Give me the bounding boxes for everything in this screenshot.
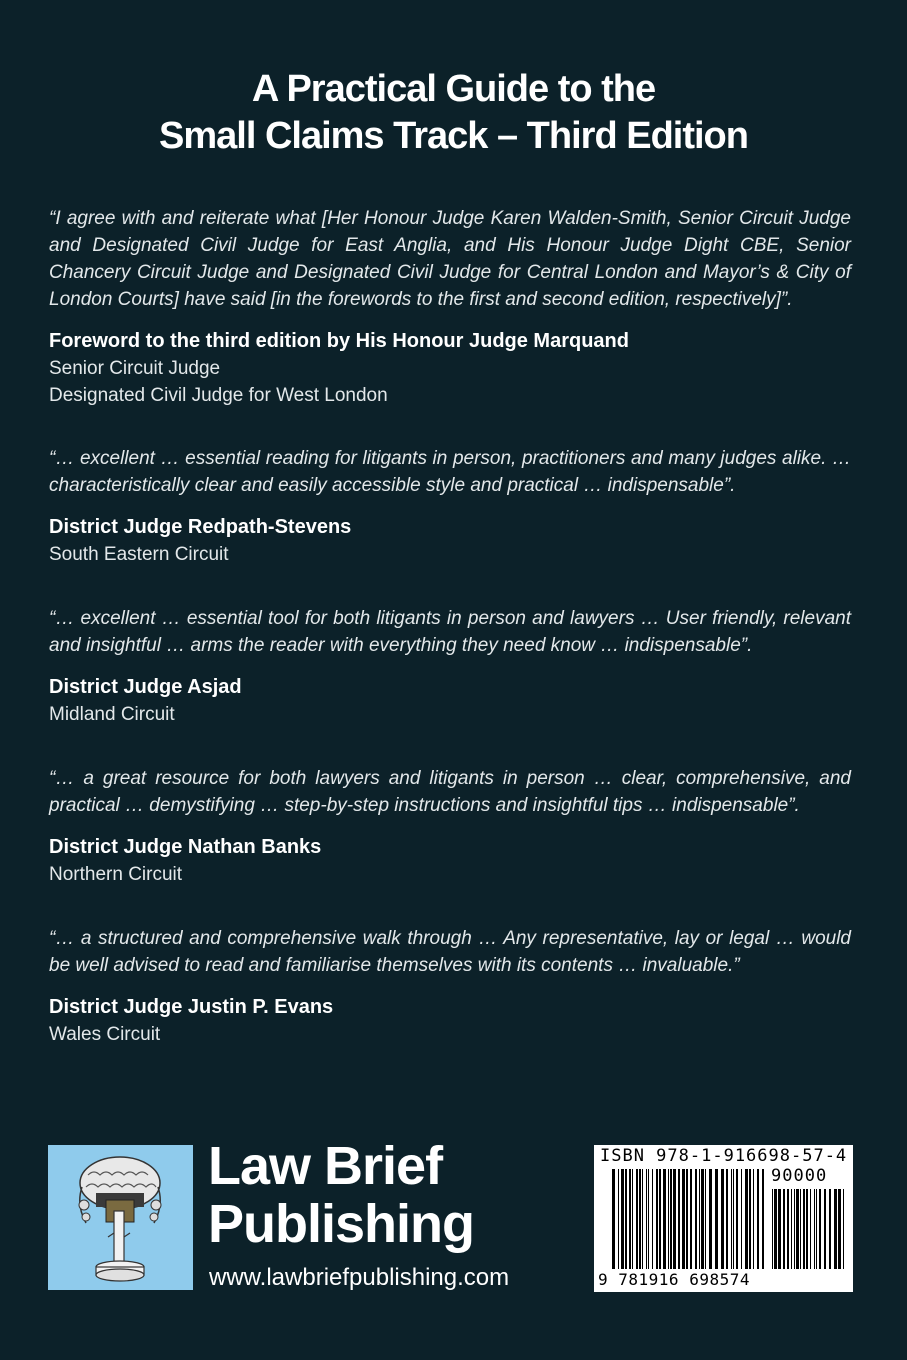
barcode-bar [814,1189,815,1269]
endorsement-author-title: Designated Civil Judge for West London [49,385,388,406]
price-code: 90000 [771,1166,828,1186]
barcode-bar [816,1189,817,1269]
barcode-bar [741,1169,742,1269]
endorsement-author: District Judge Justin P. Evans [49,996,334,1018]
barcode-bar [838,1189,841,1269]
publisher-name-line-2: Publishing [208,1194,474,1254]
barcode-bar [646,1169,647,1269]
isbn-barcode [594,1145,853,1292]
barcode-bar [639,1169,641,1269]
barcode-bar [721,1169,724,1269]
barcode-bar [656,1169,658,1269]
endorsement-author: District Judge Asjad [49,676,242,698]
barcode-bar [686,1169,688,1269]
barcode-bar [670,1169,672,1269]
barcode-bar [824,1189,826,1269]
endorsement-author: District Judge Nathan Banks [49,836,322,858]
barcode-bar [745,1169,748,1269]
barcode-bar [652,1169,653,1269]
endorsement-quote: “I agree with and reiterate what [Her Honour Judge Karen Walden-Smith, Senior Circuit Judge and Designated Civil Judge for East Anglia, and His Honour Judge Dight CBE, Senior Chancery Circuit Judge and Designated Civil Judge for Central London and Mayor’s & City of London Courts] have said [in the forewords to the first and second edition, respectively]”. [49,208,851,310]
barcode-bar [695,1169,697,1269]
barcode-bar [701,1169,704,1269]
endorsement-quote: “… a structured and comprehensive walk through … Any representative, lay or legal … would be well advised to read and familiarise themselves with its contents … invaluable.” [49,928,851,976]
barcode-bar [632,1169,633,1269]
barcode-bar [731,1169,732,1269]
barcode-bar [636,1169,638,1269]
barcode-bar [806,1189,808,1269]
barcode-bar [783,1189,785,1269]
endorsement-author-title: Wales Circuit [49,1024,161,1045]
endorsement-author-title: Midland Circuit [49,704,175,725]
barcode-bar [829,1189,831,1269]
barcode-bar [629,1169,631,1269]
publisher-name [208,1137,474,1253]
endorsement-author-title: Senior Circuit Judge [49,358,221,379]
barcode-bar [762,1169,764,1269]
barcode-bar [673,1169,676,1269]
barcode-bar [715,1169,718,1269]
barcode-bar [621,1169,624,1269]
barcode-bar [612,1169,615,1269]
barcode-bar [753,1169,754,1269]
book-title [0,66,907,160]
barcode-bar [749,1169,751,1269]
barcode-digits: 9 781916 698574 [598,1270,750,1289]
barcode-bar [678,1169,680,1269]
endorsement-author: Foreword to the third edition by His Honour Judge Marquand [49,330,629,352]
barcode-bar [618,1169,619,1269]
barcode-bar [733,1169,734,1269]
barcode-bar [787,1189,789,1269]
barcode-bar [705,1169,706,1269]
endorsement-author: District Judge Redpath-Stevens [49,516,352,538]
barcode-bar [810,1189,811,1269]
barcode-bar [791,1189,792,1269]
barcode-bar [625,1169,627,1269]
barcode-bar [772,1189,773,1269]
barcode-bar [843,1189,844,1269]
barcode-bar [648,1169,649,1269]
endorsement-author-title: South Eastern Circuit [49,544,229,565]
barcode-bar [794,1189,795,1269]
endorsement-author-title: Northern Circuit [49,864,183,885]
title-line-2: Small Claims Track – Third Edition [159,115,748,157]
barcode-bar [642,1169,643,1269]
barcode-bar [699,1169,700,1269]
publisher-name-line-1: Law Brief [208,1136,443,1196]
barcode-bar [757,1169,759,1269]
barcode-bar [682,1169,685,1269]
barcode-bar [796,1189,799,1269]
endorsement-quote: “… excellent … essential tool for both litigants in person and lawyers … User friendly, relevant and insightful … arms the reader with everything they need know … indispensable”. [49,608,851,656]
barcode-bar [663,1169,666,1269]
barcode-bar [736,1169,738,1269]
endorsement-quote: “… excellent … essential reading for litigants in person, practitioners and many judges alike. … characteristically clear and easily accessible style and practical … indispensable”. [49,448,851,496]
publisher-url: www.lawbriefpublishing.com [209,1264,510,1291]
publisher-logo [48,1145,193,1290]
barcode-bar [803,1189,805,1269]
barcode-bar [819,1189,821,1269]
barcode-bar [659,1169,661,1269]
barcode-bar [800,1189,801,1269]
barcode-bar [834,1189,837,1269]
barcode-bar [774,1189,777,1269]
barcode-bar [726,1169,728,1269]
barcode-bar [778,1189,781,1269]
barcode-bar [690,1169,692,1269]
barcode-bar [709,1169,712,1269]
title-line-1: A Practical Guide to the [251,68,656,110]
isbn-text: ISBN 978-1-916698-57-4 [600,1146,848,1166]
endorsement-quote: “… a great resource for both lawyers and litigants in person … clear, comprehensive, and practical … demystifying … step-by-step instructions and insightful tips … indispensable”. [49,768,851,816]
barcode-bar [668,1169,669,1269]
judge-wig-gavel-icon [48,1145,193,1290]
